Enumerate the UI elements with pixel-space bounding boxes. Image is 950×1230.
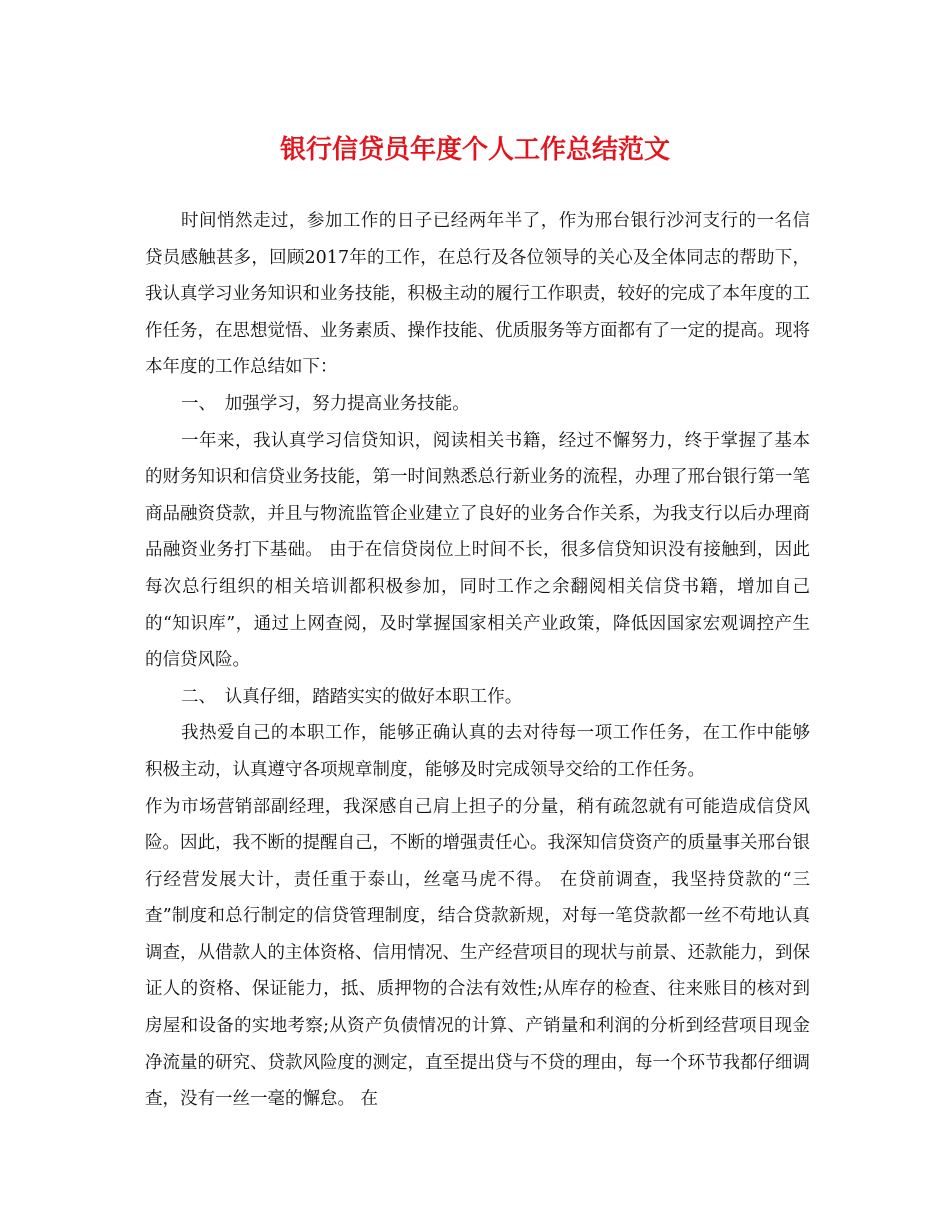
section-heading-2: 二、 认真仔细，踏踏实实的做好本职工作。 xyxy=(181,686,523,707)
document-title: 银行信贷员年度个人工作总结范文 xyxy=(279,135,670,165)
document-body xyxy=(145,203,810,1118)
paragraph-section-2-continued: 作为市场营销部副经理，我深感自己肩上担子的分量，稍有疏忽就有可能造成信贷风险。因此，我不断的提醒自己，不断的增强责任心。我深知信贷资产的质量事关邢台银行经营发展大计，责任重于泰山，丝毫马虎不得。 在贷前调查，我坚持贷款的“三查”制度和总行制定的信贷管理制度，结合贷款新规，对每一笔贷款都一丝不苟地认真调查，从借款人的主体资格、信用情况、生产经营项目的现状与前景、还款能力，到保证人的资格、保证能力，抵、质押物的合法有效性;从库存的检查、往来账目的核对到房屋和设备的实地考察;从资产负债情况的计算、产销量和利润的分析到经营项目现金净流量的研究、贷款风险度的测定，直至提出贷与不贷的理由，每一个环节我都仔细调查，没有一丝一毫的懈怠。 在 xyxy=(145,796,810,1110)
paragraph-intro: 时间悄然走过，参加工作的日子已经两年半了，作为邢台银行沙河支行的一名信贷员感触甚多，回顾2017年的工作，在总行及各位领导的关心及全体同志的帮助下，我认真学习业务知识和业务技能，积极主动的履行工作职责，较好的完成了本年度的工作任务，在思想觉悟、业务素质、操作技能、优质服务等方面都有了一定的提高。现将本年度的工作总结如下： xyxy=(145,211,810,378)
paragraph-section-2: 我热爱自己的本职工作，能够正确认真的去对待每一项工作任务，在工作中能够积极主动，认真遵守各项规章制度，能够及时完成领导交给的工作任务。 xyxy=(145,723,810,780)
section-heading-1: 一、 加强学习，努力提高业务技能。 xyxy=(181,393,470,414)
paragraph-section-1: 一年来，我认真学习信贷知识，阅读相关书籍，经过不懈努力，终于掌握了基本的财务知识和信贷业务技能，第一时间熟悉总行新业务的流程，办理了邢台银行第一笔商品融资贷款，并且与物流监管企业建立了良好的业务合作关系，为我支行以后办理商品融资业务打下基础。 由于在信贷岗位上时间不长，很多信贷知识没有接触到，因此每次总行组织的相关培训都积极参加，同时工作之余翻阅相关信贷书籍，增加自己的“知识库”，通过上网查阅，及时掌握国家相关产业政策，降低因国家宏观调控产生的信贷风险。 xyxy=(145,430,810,671)
